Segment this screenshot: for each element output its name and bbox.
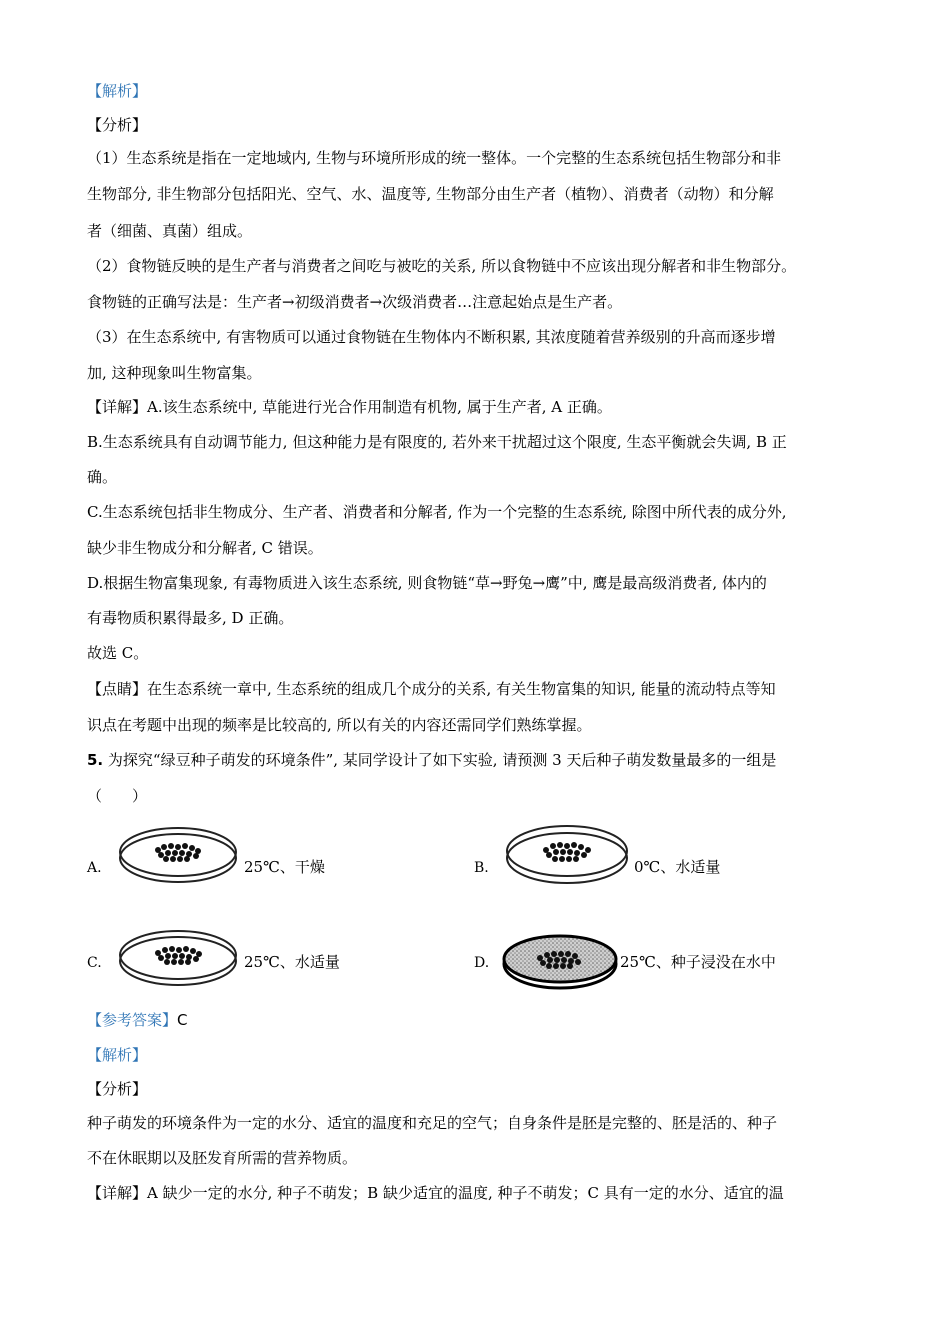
option-c-label[interactable]: C. bbox=[87, 955, 102, 971]
dianjing-text: 在生态系统一章中, 生态系统的组成几个成分的关系, 有关生物富集的知识, 能量的流动特点等知 bbox=[147, 680, 776, 698]
analysis-line: 加, 这种现象叫生物富集。 bbox=[87, 364, 262, 382]
option-d-label[interactable]: D. bbox=[474, 955, 490, 971]
petri-dish-b-icon bbox=[503, 824, 631, 890]
analysis-line: （2）食物链反映的是生产者与消费者之间吃与被吃的关系, 所以食物链中不应该出现分解者和非生物部分。 bbox=[87, 257, 797, 275]
detail-line: 确。 bbox=[87, 468, 118, 486]
analysis-line: 种子萌发的环境条件为一定的水分、适宜的温度和充足的空气；自身条件是胚是完整的、胚是活的、种子 bbox=[87, 1114, 778, 1132]
option-a-label[interactable]: A. bbox=[87, 860, 102, 876]
detail-label: 【详解】 bbox=[87, 398, 148, 416]
analysis-line: 食物链的正确写法是：生产者→初级消费者→次级消费者…注意起始点是生产者。 bbox=[87, 293, 623, 311]
question-number: 5. bbox=[87, 751, 104, 769]
analysis-line: （3）在生态系统中, 有害物质可以通过食物链在生物体内不断积累, 其浓度随着营养级别的升高而逐步增 bbox=[87, 328, 776, 346]
dianjing-label: 【点睛】 bbox=[87, 680, 148, 698]
answer-value: C bbox=[177, 1011, 188, 1029]
fenxi-label-2: 【分析】 bbox=[87, 1080, 148, 1098]
option-a-condition: 25℃、干燥 bbox=[244, 858, 325, 876]
analysis-line: 生物部分, 非生物部分包括阳光、空气、水、温度等, 生物部分由生产者（植物）、消费者（动物）和分解 bbox=[87, 185, 774, 203]
detail-line: B.生态系统具有自动调节能力, 但这种能力是有限度的, 若外来干扰超过这个限度, 生态平衡就会失调, B 正 bbox=[87, 433, 787, 451]
option-d-condition: 25℃、种子浸没在水中 bbox=[620, 953, 776, 971]
dianjing-line bbox=[87, 679, 776, 699]
petri-dish-c-icon bbox=[116, 928, 240, 992]
analysis-line: 者（细菌、真菌）组成。 bbox=[87, 222, 253, 240]
detail-label-2: 【详解】 bbox=[87, 1184, 148, 1202]
answer-line bbox=[87, 1010, 188, 1030]
question-stem bbox=[87, 750, 776, 770]
detail-line bbox=[87, 397, 612, 417]
detail-text: A.该生态系统中, 草能进行光合作用制造有机物, 属于生产者, A 正确。 bbox=[147, 398, 612, 416]
option-b-label[interactable]: B. bbox=[474, 860, 489, 876]
detail-line: 故选 C。 bbox=[87, 644, 149, 662]
detail-line: C.生态系统包括非生物成分、生产者、消费者和分解者, 作为一个完整的生态系统, 除图中所代表的成分外, bbox=[87, 503, 787, 521]
detail-text-2: A 缺少一定的水分, 种子不萌发；B 缺少适宜的温度, 种子不萌发；C 具有一定的水分、适宜的温 bbox=[147, 1184, 784, 1202]
detail-line: 缺少非生物成分和分解者, C 错误。 bbox=[87, 539, 323, 557]
option-c-condition: 25℃、水适量 bbox=[244, 953, 340, 971]
petri-dish-a-icon bbox=[116, 826, 240, 890]
analysis-line: （1）生态系统是指在一定地域内, 生物与环境所形成的统一整体。一个完整的生态系统包括生物部分和非 bbox=[87, 149, 782, 167]
option-b-condition: 0℃、水适量 bbox=[634, 858, 721, 876]
detail-line bbox=[87, 1183, 784, 1203]
detail-line: D.根据生物富集现象, 有毒物质进入该生态系统, 则食物链“草→野兔→鹰”中, 鹰是最高级消费者, 体内的 bbox=[87, 574, 767, 592]
question-text: 为探究“绿豆种子萌发的环境条件”, 某同学设计了如下实验, 请预测 3 天后种子萌发数量最多的一组是 bbox=[103, 751, 777, 769]
analysis-line: 不在休眠期以及胚发育所需的营养物质。 bbox=[87, 1149, 358, 1167]
question-paren: （ ） bbox=[87, 787, 148, 805]
detail-line: 有毒物质积累得最多, D 正确。 bbox=[87, 609, 294, 627]
answer-label: 【参考答案】 bbox=[87, 1011, 178, 1029]
petri-dish-d-icon bbox=[500, 930, 620, 994]
jiexi-label-2: 【解析】 bbox=[87, 1046, 148, 1064]
dianjing-line: 识点在考题中出现的频率是比较高的, 所以有关的内容还需同学们熟练掌握。 bbox=[87, 716, 592, 734]
jiexi-label: 【解析】 bbox=[87, 82, 148, 100]
fenxi-label: 【分析】 bbox=[87, 116, 148, 134]
